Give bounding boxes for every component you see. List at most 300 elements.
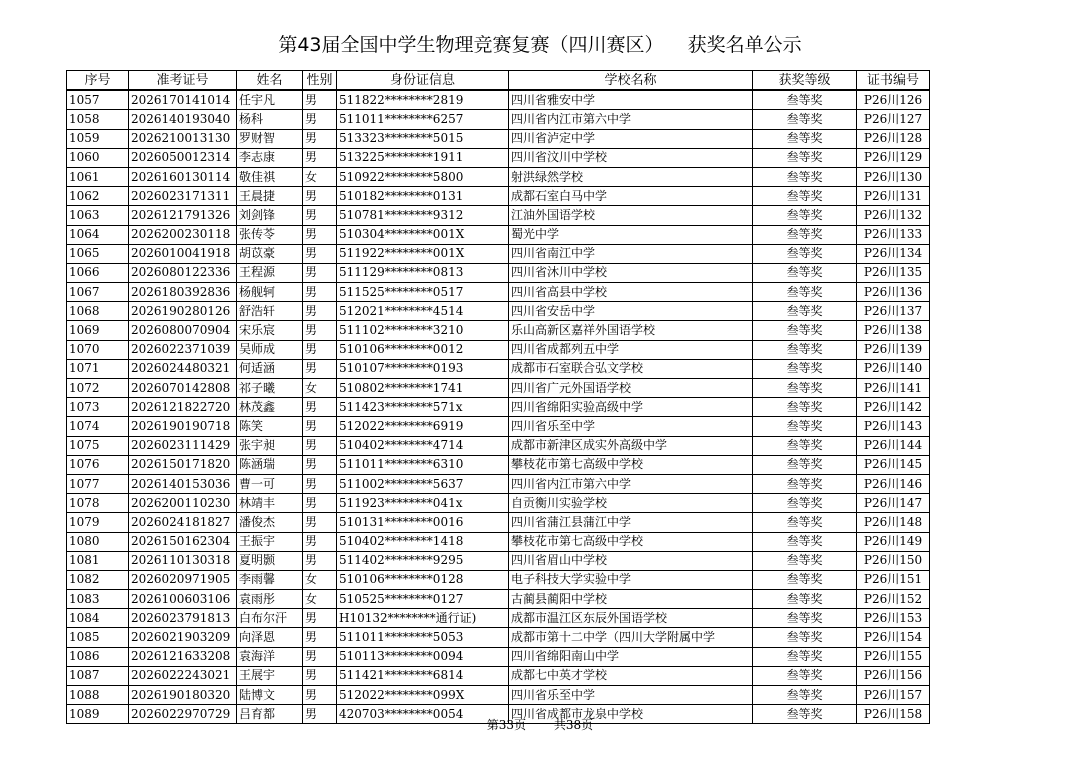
cell-award: 叁等奖 <box>753 302 857 321</box>
cell-gender: 男 <box>303 513 337 532</box>
cell-school: 四川省蒲江县蒲江中学 <box>509 513 753 532</box>
page-title: 第43届全国中学生物理竞赛复赛（四川赛区） 获奖名单公示 <box>278 34 802 56</box>
cell-cert: P26川141 <box>857 379 930 398</box>
cell-seq: 1073 <box>67 398 129 417</box>
cell-id-card: 511129********0813 <box>337 263 509 282</box>
cell-name: 张传苓 <box>237 225 303 244</box>
cell-id-card: 510802********1741 <box>337 379 509 398</box>
cell-name: 潘俊杰 <box>237 513 303 532</box>
cell-award: 叁等奖 <box>753 398 857 417</box>
cell-name: 李志康 <box>237 148 303 167</box>
table-row <box>67 609 930 628</box>
cell-name: 白布尔汗 <box>237 609 303 628</box>
cell-gender: 男 <box>303 417 337 436</box>
cell-cert: P26川152 <box>857 590 930 609</box>
cell-exam-id: 2026150162304 <box>129 532 237 551</box>
cell-id-card: 511011********6310 <box>337 455 509 474</box>
cell-school: 四川省成都市龙泉中学校 <box>509 705 753 724</box>
cell-school: 射洪绿然学校 <box>509 167 753 186</box>
cell-seq: 1086 <box>67 647 129 666</box>
cell-award: 叁等奖 <box>753 244 857 263</box>
cell-cert: P26川155 <box>857 647 930 666</box>
cell-exam-id: 2026021903209 <box>129 628 237 647</box>
cell-name: 张宇昶 <box>237 436 303 455</box>
cell-seq: 1065 <box>67 244 129 263</box>
cell-exam-id: 2026121633208 <box>129 647 237 666</box>
cell-exam-id: 2026023791813 <box>129 609 237 628</box>
cell-id-card: 512022********6919 <box>337 417 509 436</box>
table-row <box>67 244 930 263</box>
cell-cert: P26川131 <box>857 187 930 206</box>
table-row <box>67 532 930 551</box>
cell-seq: 1082 <box>67 570 129 589</box>
cell-seq: 1076 <box>67 455 129 474</box>
cell-name: 杨舰轲 <box>237 283 303 302</box>
cell-school: 成都市石室联合弘文学校 <box>509 359 753 378</box>
table-header-row <box>67 71 930 91</box>
cell-award: 叁等奖 <box>753 686 857 705</box>
cell-award: 叁等奖 <box>753 513 857 532</box>
cell-cert: P26川137 <box>857 302 930 321</box>
cell-cert: P26川142 <box>857 398 930 417</box>
table-row <box>67 359 930 378</box>
cell-seq: 1064 <box>67 225 129 244</box>
cell-gender: 女 <box>303 379 337 398</box>
cell-award: 叁等奖 <box>753 225 857 244</box>
cell-gender: 男 <box>303 263 337 282</box>
table-row <box>67 455 930 474</box>
cell-name: 袁海洋 <box>237 647 303 666</box>
cell-id-card: 511421********6814 <box>337 666 509 685</box>
cell-id-card: 510182********0131 <box>337 187 509 206</box>
cell-name: 吕育都 <box>237 705 303 724</box>
cell-gender: 男 <box>303 148 337 167</box>
cell-id-card: 513323********5015 <box>337 129 509 148</box>
cell-seq: 1068 <box>67 302 129 321</box>
cell-school: 四川省内江市第六中学 <box>509 110 753 129</box>
cell-id-card: 512022********099X <box>337 686 509 705</box>
cell-exam-id: 2026024181827 <box>129 513 237 532</box>
cell-id-card: 510922********5800 <box>337 167 509 186</box>
cell-exam-id: 2026080122336 <box>129 263 237 282</box>
table-row <box>67 686 930 705</box>
cell-exam-id: 2026180392836 <box>129 283 237 302</box>
cell-name: 吴师成 <box>237 340 303 359</box>
cell-name: 向泽恩 <box>237 628 303 647</box>
page-footer <box>0 716 1080 733</box>
cell-name: 何适涵 <box>237 359 303 378</box>
cell-exam-id: 2026200230118 <box>129 225 237 244</box>
cell-id-card: 510304********001X <box>337 225 509 244</box>
page-total: 共38页 <box>553 718 594 732</box>
cell-id-card: 510402********1418 <box>337 532 509 551</box>
cell-school: 四川省眉山中学校 <box>509 551 753 570</box>
cell-award: 叁等奖 <box>753 609 857 628</box>
cell-school: 乐山高新区嘉祥外国语学校 <box>509 321 753 340</box>
cell-exam-id: 2026150171820 <box>129 455 237 474</box>
header-cert: 证书编号 <box>857 71 930 91</box>
table-row <box>67 666 930 685</box>
cell-school: 四川省内江市第六中学 <box>509 474 753 493</box>
cell-school: 成都七中英才学校 <box>509 666 753 685</box>
table-row <box>67 474 930 493</box>
cell-cert: P26川157 <box>857 686 930 705</box>
cell-award: 叁等奖 <box>753 110 857 129</box>
cell-award: 叁等奖 <box>753 436 857 455</box>
cell-cert: P26川138 <box>857 321 930 340</box>
cell-id-card: 512021********4514 <box>337 302 509 321</box>
cell-seq: 1071 <box>67 359 129 378</box>
table-row <box>67 590 930 609</box>
cell-id-card: 511011********6257 <box>337 110 509 129</box>
page-number: 第33页 <box>486 718 527 732</box>
table-row <box>67 494 930 513</box>
cell-gender: 男 <box>303 340 337 359</box>
cell-name: 祁子曦 <box>237 379 303 398</box>
cell-cert: P26川129 <box>857 148 930 167</box>
cell-name: 敬佳祺 <box>237 167 303 186</box>
cell-gender: 男 <box>303 494 337 513</box>
cell-cert: P26川140 <box>857 359 930 378</box>
cell-seq: 1074 <box>67 417 129 436</box>
cell-award: 叁等奖 <box>753 340 857 359</box>
cell-award: 叁等奖 <box>753 551 857 570</box>
cell-gender: 男 <box>303 436 337 455</box>
cell-name: 杨科 <box>237 110 303 129</box>
cell-gender: 女 <box>303 590 337 609</box>
table-row <box>67 513 930 532</box>
cell-cert: P26川149 <box>857 532 930 551</box>
cell-gender: 女 <box>303 167 337 186</box>
cell-id-card: 511822********2819 <box>337 90 509 110</box>
table-row <box>67 417 930 436</box>
cell-id-card: H10132********通行证) <box>337 609 509 628</box>
cell-name: 王程源 <box>237 263 303 282</box>
cell-award: 叁等奖 <box>753 129 857 148</box>
cell-seq: 1058 <box>67 110 129 129</box>
table-row <box>67 129 930 148</box>
cell-cert: P26川145 <box>857 455 930 474</box>
cell-cert: P26川128 <box>857 129 930 148</box>
cell-gender: 男 <box>303 225 337 244</box>
table-row <box>67 321 930 340</box>
cell-award: 叁等奖 <box>753 206 857 225</box>
cell-school: 四川省安岳中学 <box>509 302 753 321</box>
cell-exam-id: 2026200110230 <box>129 494 237 513</box>
cell-id-card: 510106********0128 <box>337 570 509 589</box>
table-row <box>67 379 930 398</box>
cell-gender: 男 <box>303 244 337 263</box>
cell-name: 王振宇 <box>237 532 303 551</box>
cell-gender: 男 <box>303 110 337 129</box>
cell-cert: P26川147 <box>857 494 930 513</box>
cell-school: 成都市温江区东辰外国语学校 <box>509 609 753 628</box>
cell-cert: P26川127 <box>857 110 930 129</box>
cell-exam-id: 2026140193040 <box>129 110 237 129</box>
cell-award: 叁等奖 <box>753 705 857 724</box>
table-row <box>67 148 930 167</box>
cell-school: 电子科技大学实验中学 <box>509 570 753 589</box>
cell-name: 刘剑锋 <box>237 206 303 225</box>
cell-school: 四川省泸定中学 <box>509 129 753 148</box>
cell-school: 攀枝花市第七高级中学校 <box>509 455 753 474</box>
table-row <box>67 167 930 186</box>
cell-name: 王晨捷 <box>237 187 303 206</box>
cell-gender: 男 <box>303 90 337 110</box>
cell-id-card: 511922********001X <box>337 244 509 263</box>
cell-award: 叁等奖 <box>753 628 857 647</box>
table-row <box>67 110 930 129</box>
cell-id-card: 511102********3210 <box>337 321 509 340</box>
cell-gender: 男 <box>303 609 337 628</box>
cell-gender: 男 <box>303 206 337 225</box>
cell-award: 叁等奖 <box>753 263 857 282</box>
cell-gender: 男 <box>303 551 337 570</box>
cell-gender: 男 <box>303 532 337 551</box>
header-id-card: 身份证信息 <box>337 71 509 91</box>
award-table <box>66 70 930 724</box>
cell-name: 罗财智 <box>237 129 303 148</box>
cell-school: 四川省绵阳南山中学 <box>509 647 753 666</box>
cell-exam-id: 2026160130114 <box>129 167 237 186</box>
cell-gender: 男 <box>303 705 337 724</box>
cell-exam-id: 2026190190718 <box>129 417 237 436</box>
cell-id-card: 510131********0016 <box>337 513 509 532</box>
cell-cert: P26川136 <box>857 283 930 302</box>
cell-seq: 1087 <box>67 666 129 685</box>
cell-seq: 1083 <box>67 590 129 609</box>
cell-gender: 男 <box>303 129 337 148</box>
cell-award: 叁等奖 <box>753 167 857 186</box>
cell-exam-id: 2026020971905 <box>129 570 237 589</box>
cell-seq: 1088 <box>67 686 129 705</box>
cell-award: 叁等奖 <box>753 148 857 167</box>
cell-id-card: 511525********0517 <box>337 283 509 302</box>
cell-exam-id: 2026121791326 <box>129 206 237 225</box>
cell-exam-id: 2026022371039 <box>129 340 237 359</box>
cell-seq: 1066 <box>67 263 129 282</box>
cell-exam-id: 2026010041918 <box>129 244 237 263</box>
cell-name: 胡苡豪 <box>237 244 303 263</box>
cell-gender: 男 <box>303 666 337 685</box>
cell-seq: 1084 <box>67 609 129 628</box>
table-row <box>67 283 930 302</box>
cell-cert: P26川158 <box>857 705 930 724</box>
cell-gender: 男 <box>303 359 337 378</box>
cell-gender: 男 <box>303 628 337 647</box>
cell-gender: 男 <box>303 187 337 206</box>
cell-seq: 1072 <box>67 379 129 398</box>
cell-name: 宋乐宸 <box>237 321 303 340</box>
table-row <box>67 90 930 110</box>
cell-school: 四川省广元外国语学校 <box>509 379 753 398</box>
cell-seq: 1061 <box>67 167 129 186</box>
cell-cert: P26川154 <box>857 628 930 647</box>
table-row <box>67 436 930 455</box>
cell-name: 陈笑 <box>237 417 303 436</box>
cell-school: 四川省南江中学 <box>509 244 753 263</box>
cell-exam-id: 2026024480321 <box>129 359 237 378</box>
cell-exam-id: 2026023171311 <box>129 187 237 206</box>
cell-school: 成都石室白马中学 <box>509 187 753 206</box>
cell-school: 成都市新津区成实外高级中学 <box>509 436 753 455</box>
cell-school: 四川省高县中学校 <box>509 283 753 302</box>
cell-exam-id: 2026110130318 <box>129 551 237 570</box>
cell-award: 叁等奖 <box>753 283 857 302</box>
cell-cert: P26川148 <box>857 513 930 532</box>
cell-id-card: 511923********041x <box>337 494 509 513</box>
cell-school: 江油外国语学校 <box>509 206 753 225</box>
cell-id-card: 511011********5053 <box>337 628 509 647</box>
cell-id-card: 510781********9312 <box>337 206 509 225</box>
cell-award: 叁等奖 <box>753 474 857 493</box>
cell-school: 自贡衡川实验学校 <box>509 494 753 513</box>
cell-award: 叁等奖 <box>753 532 857 551</box>
cell-exam-id: 2026070142808 <box>129 379 237 398</box>
header-seq: 序号 <box>67 71 129 91</box>
cell-school: 攀枝花市第七高级中学校 <box>509 532 753 551</box>
cell-seq: 1081 <box>67 551 129 570</box>
cell-id-card: 420703********0054 <box>337 705 509 724</box>
cell-gender: 男 <box>303 302 337 321</box>
cell-name: 林靖丰 <box>237 494 303 513</box>
cell-seq: 1059 <box>67 129 129 148</box>
header-name: 姓名 <box>237 71 303 91</box>
cell-award: 叁等奖 <box>753 590 857 609</box>
cell-award: 叁等奖 <box>753 570 857 589</box>
table-row <box>67 647 930 666</box>
cell-id-card: 510402********4714 <box>337 436 509 455</box>
cell-school: 古蔺县蔺阳中学校 <box>509 590 753 609</box>
cell-gender: 男 <box>303 455 337 474</box>
cell-seq: 1078 <box>67 494 129 513</box>
cell-gender: 男 <box>303 686 337 705</box>
cell-seq: 1063 <box>67 206 129 225</box>
cell-seq: 1077 <box>67 474 129 493</box>
cell-name: 袁雨彤 <box>237 590 303 609</box>
cell-cert: P26川143 <box>857 417 930 436</box>
table-row <box>67 206 930 225</box>
cell-id-card: 510106********0012 <box>337 340 509 359</box>
cell-award: 叁等奖 <box>753 666 857 685</box>
cell-award: 叁等奖 <box>753 321 857 340</box>
cell-seq: 1062 <box>67 187 129 206</box>
cell-cert: P26川135 <box>857 263 930 282</box>
cell-school: 四川省沐川中学校 <box>509 263 753 282</box>
cell-seq: 1067 <box>67 283 129 302</box>
cell-school: 四川省乐至中学 <box>509 417 753 436</box>
cell-school: 四川省雅安中学 <box>509 90 753 110</box>
table-row <box>67 570 930 589</box>
cell-seq: 1085 <box>67 628 129 647</box>
cell-school: 四川省汶川中学校 <box>509 148 753 167</box>
cell-school: 四川省绵阳实验高级中学 <box>509 398 753 417</box>
table-row <box>67 302 930 321</box>
cell-exam-id: 2026190180320 <box>129 686 237 705</box>
cell-cert: P26川132 <box>857 206 930 225</box>
cell-exam-id: 2026100603106 <box>129 590 237 609</box>
cell-award: 叁等奖 <box>753 379 857 398</box>
cell-name: 王展宇 <box>237 666 303 685</box>
cell-name: 陈涵瑞 <box>237 455 303 474</box>
cell-seq: 1089 <box>67 705 129 724</box>
cell-name: 夏明颢 <box>237 551 303 570</box>
cell-cert: P26川146 <box>857 474 930 493</box>
cell-cert: P26川150 <box>857 551 930 570</box>
cell-cert: P26川151 <box>857 570 930 589</box>
cell-cert: P26川139 <box>857 340 930 359</box>
cell-seq: 1075 <box>67 436 129 455</box>
cell-name: 舒浩轩 <box>237 302 303 321</box>
table-row <box>67 263 930 282</box>
cell-award: 叁等奖 <box>753 455 857 474</box>
cell-exam-id: 2026022970729 <box>129 705 237 724</box>
table-row <box>67 551 930 570</box>
cell-cert: P26川144 <box>857 436 930 455</box>
header-gender: 性别 <box>303 71 337 91</box>
cell-exam-id: 2026121822720 <box>129 398 237 417</box>
cell-seq: 1060 <box>67 148 129 167</box>
table-row <box>67 225 930 244</box>
cell-seq: 1070 <box>67 340 129 359</box>
cell-id-card: 511402********9295 <box>337 551 509 570</box>
table-row <box>67 187 930 206</box>
cell-seq: 1057 <box>67 90 129 110</box>
cell-exam-id: 2026140153036 <box>129 474 237 493</box>
cell-id-card: 511002********5637 <box>337 474 509 493</box>
table-row <box>67 398 930 417</box>
cell-id-card: 511423********571x <box>337 398 509 417</box>
cell-award: 叁等奖 <box>753 647 857 666</box>
cell-name: 任宇凡 <box>237 90 303 110</box>
header-exam-id: 准考证号 <box>129 71 237 91</box>
cell-school: 四川省成都列五中学 <box>509 340 753 359</box>
cell-award: 叁等奖 <box>753 187 857 206</box>
cell-name: 李雨馨 <box>237 570 303 589</box>
cell-exam-id: 2026170141014 <box>129 90 237 110</box>
cell-award: 叁等奖 <box>753 90 857 110</box>
cell-cert: P26川130 <box>857 167 930 186</box>
cell-school: 蜀光中学 <box>509 225 753 244</box>
cell-cert: P26川126 <box>857 90 930 110</box>
table-row <box>67 340 930 359</box>
cell-gender: 男 <box>303 474 337 493</box>
cell-cert: P26川134 <box>857 244 930 263</box>
cell-exam-id: 2026023111429 <box>129 436 237 455</box>
cell-id-card: 510107********0193 <box>337 359 509 378</box>
cell-seq: 1079 <box>67 513 129 532</box>
cell-exam-id: 2026050012314 <box>129 148 237 167</box>
cell-name: 曹一可 <box>237 474 303 493</box>
cell-exam-id: 2026080070904 <box>129 321 237 340</box>
cell-exam-id: 2026210013130 <box>129 129 237 148</box>
cell-school: 成都市第十二中学（四川大学附属中学 <box>509 628 753 647</box>
cell-gender: 女 <box>303 570 337 589</box>
cell-school: 四川省乐至中学 <box>509 686 753 705</box>
cell-award: 叁等奖 <box>753 359 857 378</box>
cell-gender: 男 <box>303 647 337 666</box>
cell-exam-id: 2026022243021 <box>129 666 237 685</box>
cell-cert: P26川156 <box>857 666 930 685</box>
table-row <box>67 628 930 647</box>
cell-name: 林茂鑫 <box>237 398 303 417</box>
cell-exam-id: 2026190280126 <box>129 302 237 321</box>
cell-gender: 男 <box>303 398 337 417</box>
cell-gender: 男 <box>303 321 337 340</box>
cell-seq: 1080 <box>67 532 129 551</box>
cell-id-card: 510113********0094 <box>337 647 509 666</box>
cell-cert: P26川133 <box>857 225 930 244</box>
